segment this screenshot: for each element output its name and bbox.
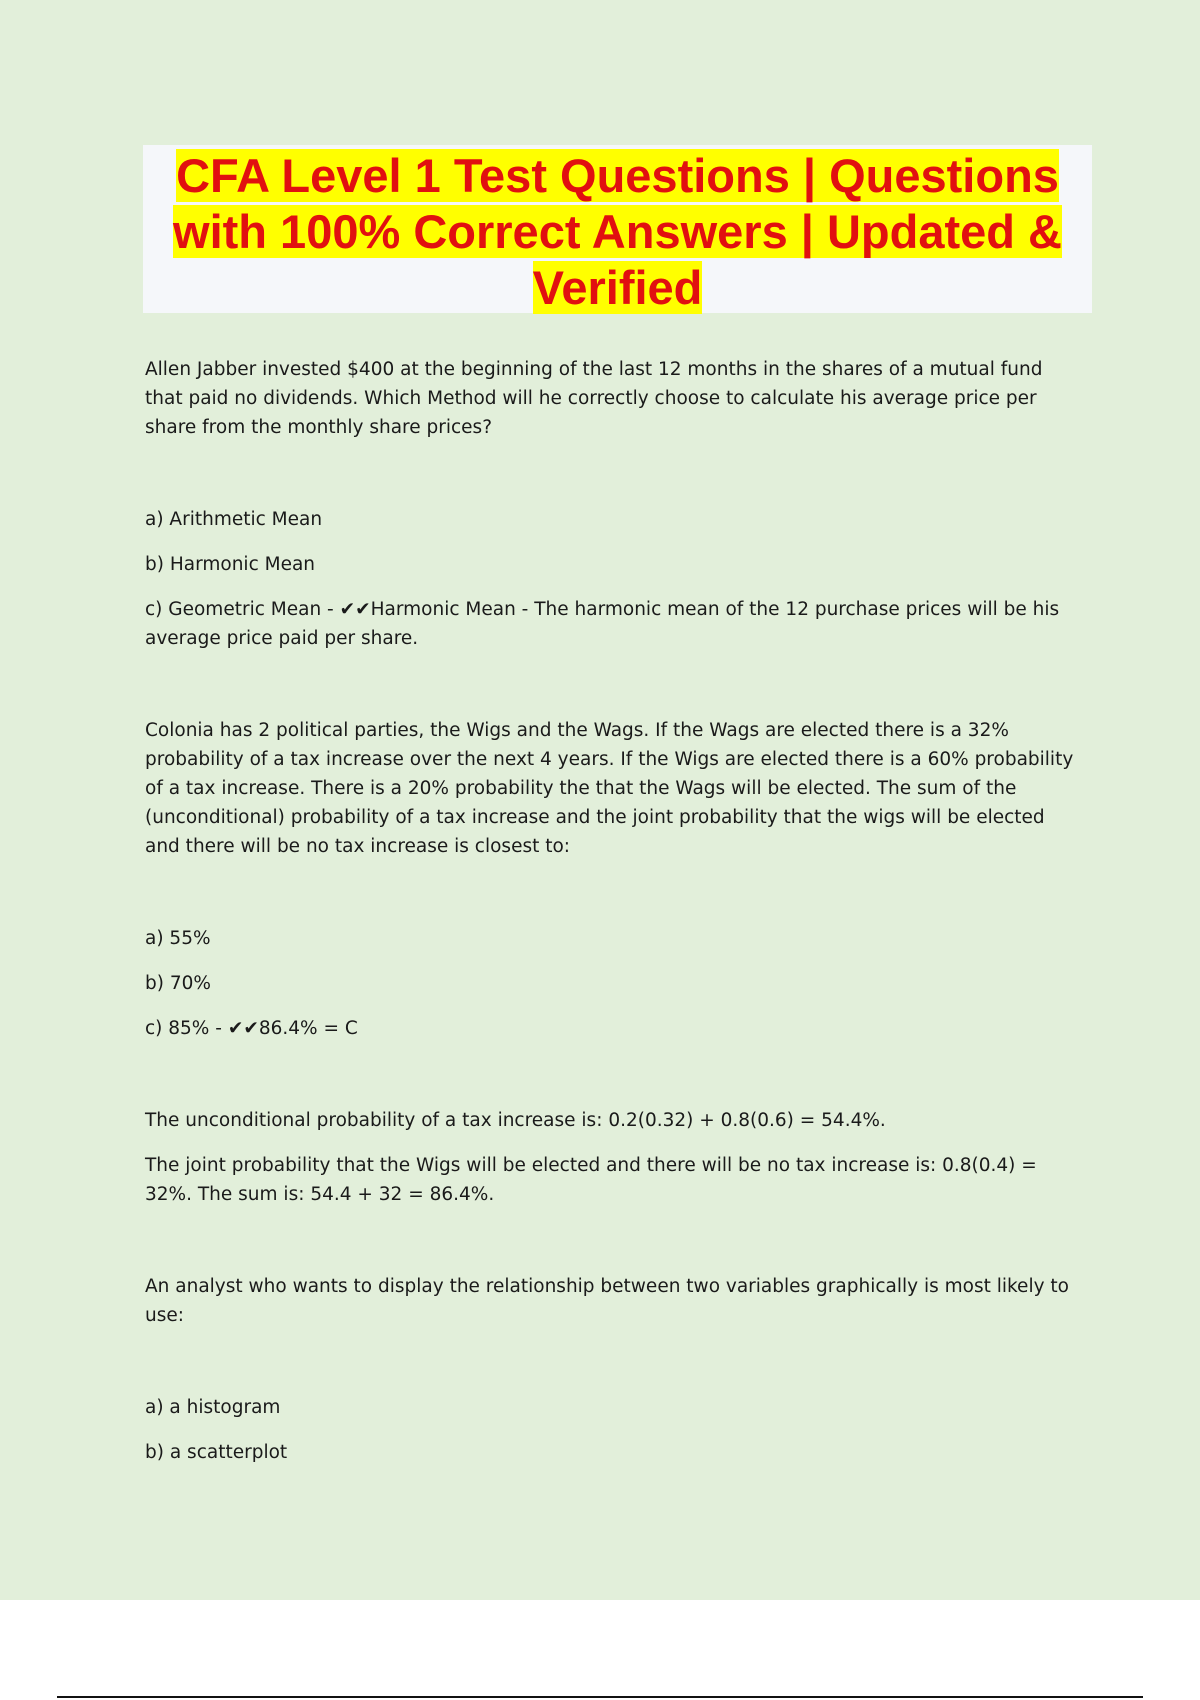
title-line-1: CFA Level 1 Test Questions | Questions — [176, 149, 1059, 202]
question-2-text: Colonia has 2 political parties, the Wigs and the Wags. If the Wags are elected there is a 32% probability of a tax increase over the next 4 years. If the Wigs are elected there is a 60% probability of a tax increase. There is a 20% probability the that the Wags will be elected. The sum of the (unconditional) probability of a tax increase and the joint probability that the wigs will be elected and there will be no tax increase is closest to: — [145, 720, 1074, 857]
question-3-text: An analyst who wants to display the relationship between two variables graphically is most likely to use: — [145, 1276, 1069, 1326]
question-1-option-b: b) Harmonic Mean — [145, 554, 316, 575]
page-title — [143, 148, 1092, 316]
question-2-option-a: a) 55% — [145, 928, 211, 949]
footer-divider — [57, 1696, 1143, 1698]
title-line-2: with 100% Correct Answers | Updated & — [173, 205, 1062, 258]
question-2-option-b: b) 70% — [145, 973, 211, 994]
question-3-option-a: a) a histogram — [145, 1397, 281, 1418]
question-3-option-b: b) a scatterplot — [145, 1442, 288, 1463]
question-1-option-c-answer: c) Geometric Mean - ✔✔Harmonic Mean - The harmonic mean of the 12 purchase prices will be his average price paid per share. — [145, 599, 1060, 649]
title-line-3: Verified — [532, 261, 703, 314]
question-1-option-a: a) Arithmetic Mean — [145, 509, 323, 530]
question-2-explanation-2: The joint probability that the Wigs will be elected and there will be no tax increase is: 0.8(0.4) = 32%. The sum is: 54.4 + 32 = 86.4%. — [145, 1155, 1037, 1205]
question-1-text: Allen Jabber invested $400 at the beginning of the last 12 months in the shares of a mutual fund that paid no dividends. Which Method will he correctly choose to calculate his average price per share from the monthly share prices? — [145, 359, 1043, 438]
question-2-explanation-1: The unconditional probability of a tax increase is: 0.2(0.32) + 0.8(0.6) = 54.4%. — [145, 1110, 886, 1131]
title-banner — [143, 145, 1092, 313]
document-body — [145, 355, 1085, 1467]
question-2-option-c-answer: c) 85% - ✔✔86.4% = C — [145, 1018, 358, 1039]
